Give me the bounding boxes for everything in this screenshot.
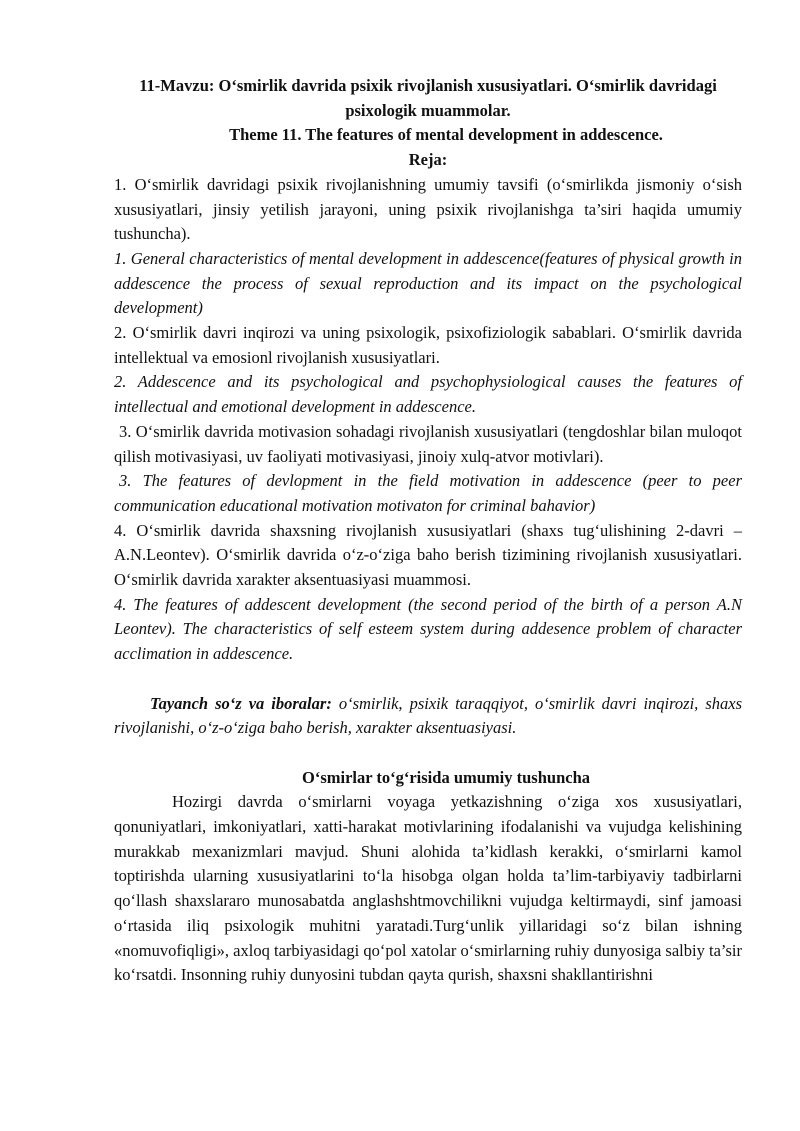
section-title: O‘smirlar to‘g‘risida umumiy tushuncha	[301, 767, 590, 787]
keywords-paragraph	[114, 692, 742, 741]
body-paragraph: Hozirgi davrda o‘smirlarni voyaga yetkazishning o‘ziga xos xususiyatlari, qonuniyatlari, imkoniyatlari, xatti-harakat motivlarining ifodalanishi va vujudga kelishining murakkab mexanizmlari mavjud. Shuni alohida ta’kidlash kerakki, o‘smirlarni kamol toptirishda ularning xususiyatlarini to‘la hisobga olgan holda ta’lim-tarbiyaviy tadbirlarni qo‘llash shaxslararo munosabatda anglashshtmovchilikni vujudga keltirmaydi, sinf jamoasi o‘rtasida iliq psixologik muhitni yaratadi.Turg‘unlik yillaridagi so‘z bilan ishning «nomuvofiqligi», axloq tarbiyasidagi qo‘pol xatolar o‘smirlarning ruhiy dunyosiga salbiy ta’sir ko‘rsatdi. Insonning ruhiy dunyosini tubdan qayta qurish, shaxsni shakllantirishni	[114, 792, 742, 985]
plan-item-3-uz: 3. O‘smirlik davrida motivasion sohadagi rivojlanish xususiyatlari (tengdoshlar bilan muloqot qilish motivasiyasi, uv faoliyati motivasiyasi, jinoiy xulq-atvor motivlari).	[114, 421, 742, 466]
spacer	[114, 741, 742, 766]
spacer	[114, 667, 742, 692]
plan-item-1-en: 1. General characteristics of mental development in addescence(features of physical growth in addescence the process of sexual reproduction and its impact on the psychological development)	[114, 248, 742, 318]
plan-item-2-uz: 2. O‘smirlik davri inqirozi va uning psixologik, psixofiziologik sabablari. O‘smirlik davrida intellektual va emosionl rivojlanish xususiyatlari.	[114, 323, 742, 367]
plan-item-4-en: 4. The features of addescent development (the second period of the birth of a person A.N Leontev). The characteristics of self esteem system during addesence problem of character acclimation in addescence.	[114, 594, 742, 664]
plan-item-4-uz: 4. O‘smirlik davrida shaxsning rivojlanish xususiyatlari (shaxs tug‘ulishining 2-davri – A.N.Leontev). O‘smirlik davrida o‘z-o‘ziga baho berish tizimining rivojlanish xususiyatlari. O‘smirlik davrida xarakter aksentuasiyasi muammosi.	[114, 520, 742, 590]
document-content	[114, 74, 742, 988]
title-english: Theme 11. The features of mental development in addescence.	[229, 125, 663, 145]
plan-item-1-uz: 1. O‘smirlik davridagi psixik rivojlanishning umumiy tavsifi (o‘smirlikda jismoniy o‘sish xususiyatlari, jinsiy yetilish jarayoni, uning psixik rivojlanishga ta’siri haqida umumiy tushuncha).	[114, 174, 742, 244]
plan-item-2-en: 2. Addescence and its psychological and psychophysiological causes the features of intellectual and emotional development in addescence.	[114, 372, 742, 417]
plan-item-3-en: 3. The features of devlopment in the field motivation in addescence (peer to peer communication educational motivation motivaton for criminal bahavior)	[114, 471, 742, 515]
keywords-label: Tayanch so‘z va iboralar:	[150, 693, 332, 713]
plan-heading: Reja:	[408, 150, 448, 170]
keywords-text: o‘smirlik, psixik taraqqiyot, o‘smirlik davri inqirozi, shaxs rivojlanishi, o‘z-o‘ziga baho berish, xarakter aksentuasiyasi.	[114, 693, 742, 738]
title-uzbek: 11-Mavzu: O‘smirlik davrida psixik rivojlanish xususiyatlari. O‘smirlik davridagi psixologik muammolar.	[139, 76, 717, 120]
